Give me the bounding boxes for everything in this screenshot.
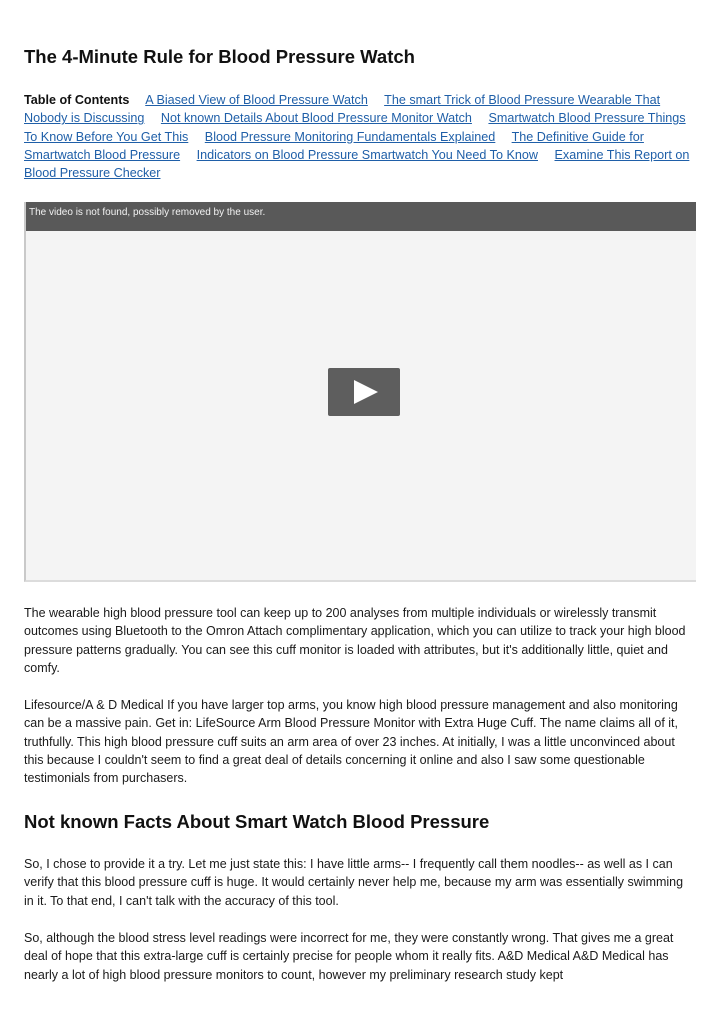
video-player[interactable]	[24, 202, 696, 582]
toc-link[interactable]: Blood Pressure Monitoring Fundamentals Explained	[204, 129, 496, 144]
page-title: The 4-Minute Rule for Blood Pressure Watch	[24, 46, 415, 67]
toc-link[interactable]: The Definitive Guide for Smartwatch Blood Pressure	[24, 129, 644, 162]
paragraph: So, I chose to provide it a try. Let me just state this: I have little arms-- I frequently call them noodles-- as well as I can verify that this blood pressure cuff is huge. It would certainly never help me, because my arm was essentially swimming in it. To that end, I can't talk with the accuracy of this tool.	[24, 857, 684, 908]
section-heading: Not known Facts About Smart Watch Blood Pressure	[24, 811, 490, 832]
play-icon	[328, 368, 400, 416]
toc-link[interactable]: Examine This Report on Blood Pressure Checker	[24, 147, 690, 181]
paragraph: The wearable high blood pressure tool can keep up to 200 analyses from multiple individuals or wirelessly transmit outcomes using Bluetooth to the Omron Attach complimentary application, which you can utilize to track your high blood pressure patterns gradually. You can see this cuff monitor is loaded with attributes, but it's additionally little, quiet and comfy.	[24, 606, 686, 675]
toc-label: Table of Contents	[24, 93, 130, 107]
toc-link[interactable]: A Biased View of Blood Pressure Watch	[145, 93, 368, 107]
paragraph: So, although the blood stress level readings were incorrect for me, they were constantly wrong. That gives me a great deal of hope that this extra-large cuff is certainly precise for people whom it really fits. A&D Medical A&D Medical has nearly a lot of high blood pressure monitors to count, however my preliminary research study kept	[24, 931, 674, 982]
toc-link[interactable]: Not known Details About Blood Pressure Monitor Watch	[160, 111, 472, 126]
toc-link[interactable]: The smart Trick of Blood Pressure Wearable That Nobody is Discussing	[24, 93, 661, 126]
paragraph: Lifesource/A & D Medical If you have larger top arms, you know high blood pressure management and also monitoring can be a massive pain. Get in: LifeSource Arm Blood Pressure Monitor with Extra Huge Cuff. The name claims all of it, truthfully. This high blood pressure cuff suits an arm area of over 23 inches. At initially, I was a little unconvinced about this because I couldn't seem to find a great deal of details concerning it online and also I saw some questionable testimonials from purchasers.	[24, 698, 679, 786]
video-error-message: The video is not found, possibly removed by the user.	[26, 202, 696, 231]
toc-link[interactable]: Indicators on Blood Pressure Smartwatch You Need To Know	[196, 147, 538, 162]
toc-link[interactable]: Smartwatch Blood Pressure Things To Know Before You Get This	[24, 111, 686, 144]
play-button[interactable]	[328, 368, 400, 416]
table-of-contents	[24, 91, 696, 182]
